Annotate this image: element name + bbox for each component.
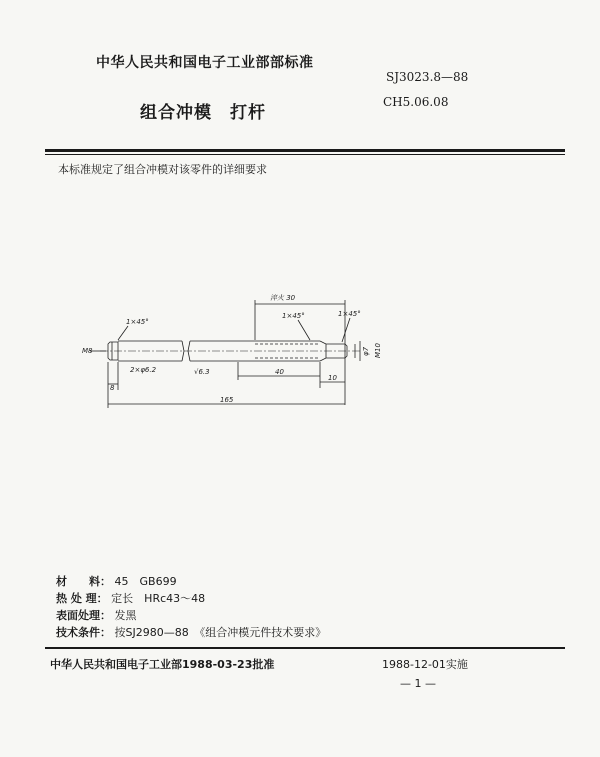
page-number: — 1 —: [400, 677, 436, 690]
spec-value: 45 GB699: [114, 575, 177, 588]
intro-text: 本标准规定了组合冲模对该零件的详细要求: [58, 163, 267, 176]
part-code: CH5.06.08: [383, 95, 449, 109]
thread-length-label: 8: [110, 384, 115, 392]
chamfer-mid-label: 1×45°: [282, 312, 305, 320]
spec-value: 按SJ2980—88 《组合冲模元件技术要求》: [114, 626, 327, 639]
chamfer-right-label: 1×45°: [338, 310, 361, 318]
spec-key: 材 料：: [56, 575, 111, 588]
header-rule-thick: [45, 149, 565, 152]
right-diameter-label: φ7: [362, 346, 370, 356]
dim-10-label: 10: [328, 374, 337, 382]
spec-key: 技术条件：: [56, 626, 111, 639]
m10-label: M10: [374, 343, 382, 358]
spec-key: 表面处理：: [56, 609, 111, 622]
spec-key: 热 处 理：: [56, 592, 108, 605]
spec-value: 定长 HRc43～48: [111, 592, 206, 605]
groove-label: 2×φ6.2: [130, 366, 157, 374]
part-drawing: [70, 280, 410, 415]
spec-row-material: [56, 573, 177, 589]
left-diameter-label: M8: [82, 347, 93, 355]
standard-code: SJ3023.8—88: [386, 70, 469, 84]
spec-row-surface-treatment: [56, 607, 137, 623]
chamfer-left-label: 1×45°: [126, 318, 149, 326]
issuing-organization: 中华人民共和国电子工业部部标准: [96, 55, 314, 71]
approval-text: 中华人民共和国电子工业部1988-03-23批准: [50, 658, 275, 671]
spec-row-technical-conditions: [56, 624, 326, 640]
footer-rule: [45, 647, 565, 649]
heat-treat-note: 淬火 30: [270, 294, 296, 302]
spec-row-heat-treatment: [56, 590, 205, 606]
document-title: 组合冲模 打杆: [140, 103, 266, 123]
dim-total-label: 165: [220, 396, 234, 404]
implementation-date: 1988-12-01实施: [382, 658, 468, 671]
spec-value: 发黑: [114, 609, 137, 622]
roughness-label: √6.3: [194, 368, 210, 376]
header-rule-thin: [45, 154, 565, 155]
dim-40-label: 40: [275, 368, 284, 376]
